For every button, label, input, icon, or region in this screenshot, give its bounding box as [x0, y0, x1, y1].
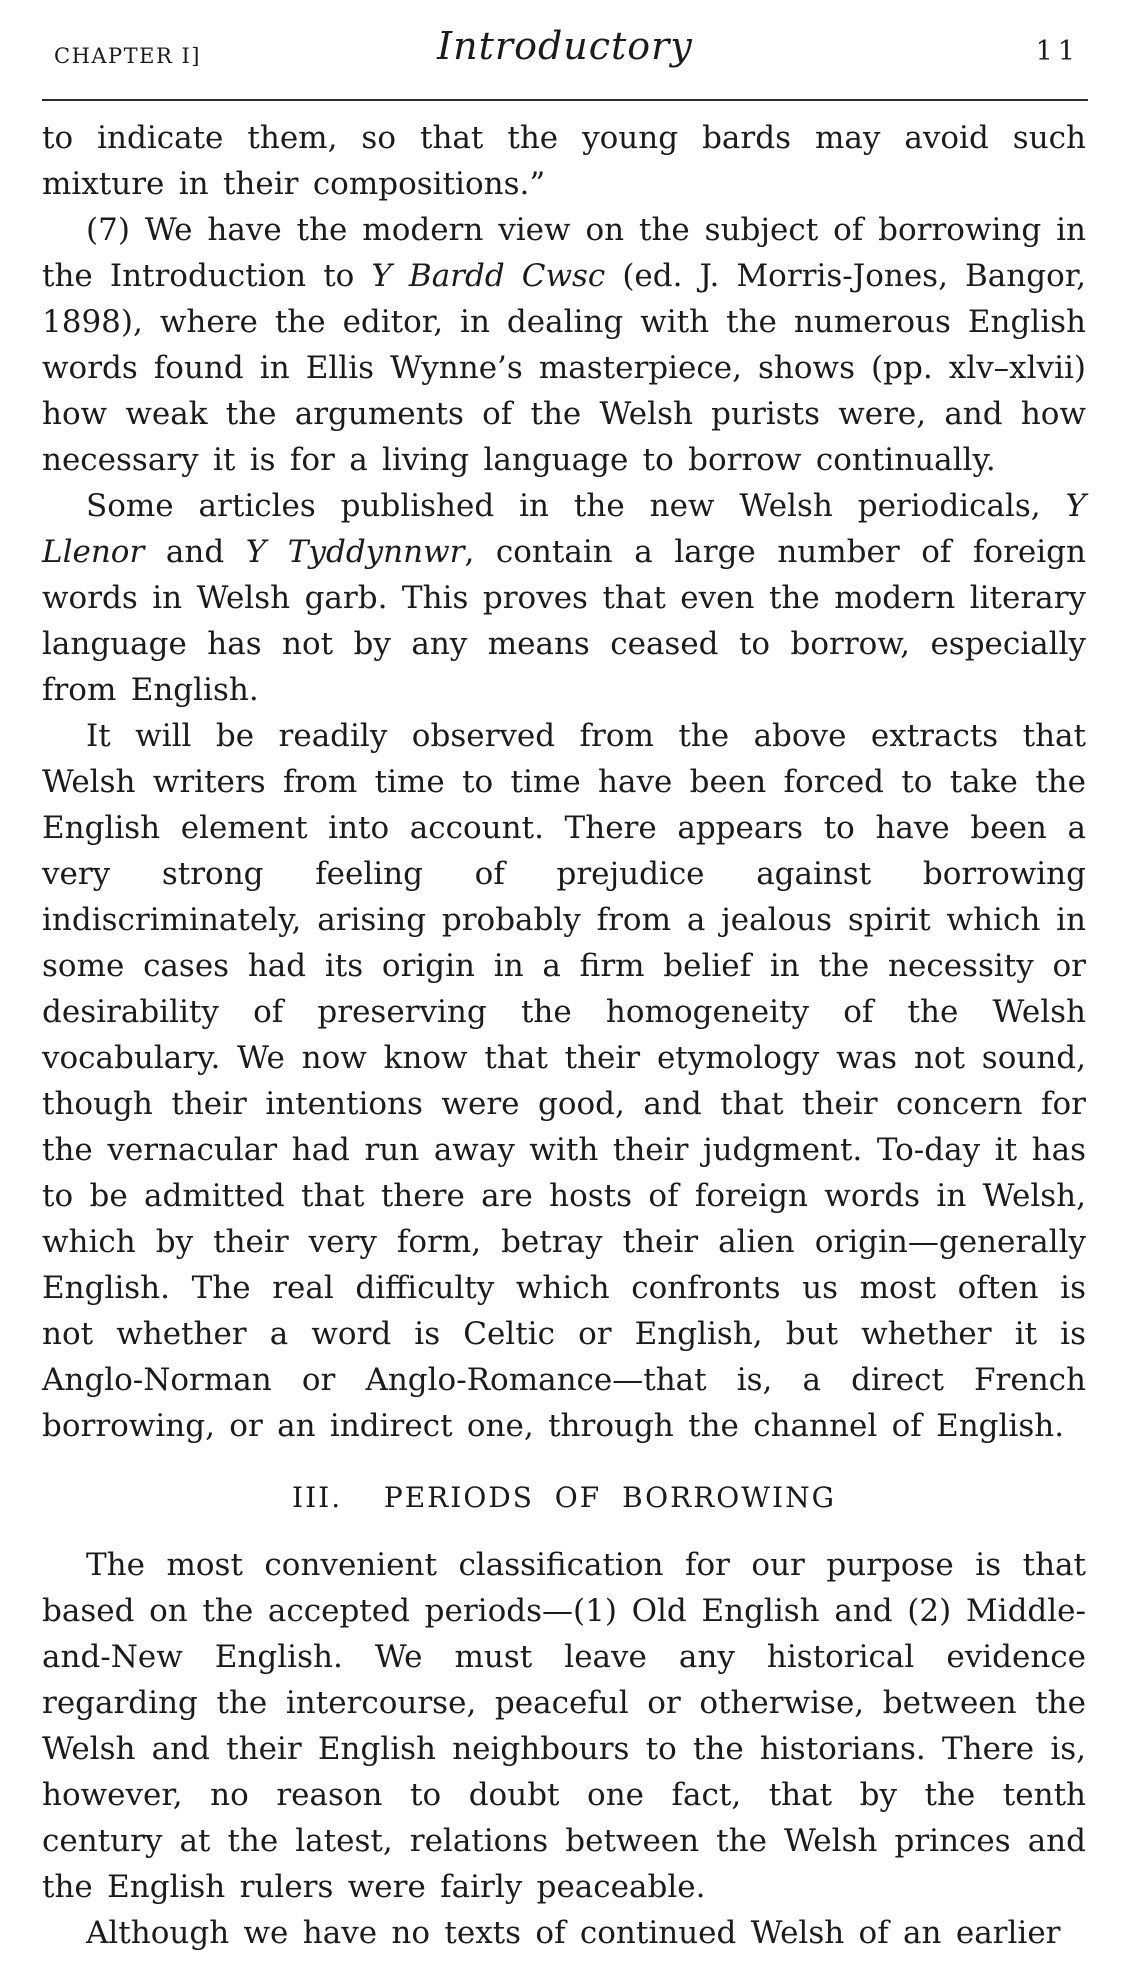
- chapter-label: CHAPTER I]: [54, 44, 201, 68]
- italic-text-run: Y Llenor: [42, 488, 1086, 570]
- paragraph-continuation: [42, 115, 1086, 207]
- paragraph-although: [42, 1910, 1086, 1956]
- text-run: (7) We have the modern view on the subject of borrowing in the Introduction to: [42, 212, 1086, 294]
- page-title: Introductory: [437, 24, 693, 68]
- italic-text-run: Y Tyddynnwr: [245, 534, 465, 570]
- text-run: The most convenient classification for our purpose is that based on the accepted periods—(1) Old English and (2) Middle-and-New English. We must leave any historical evidence regarding the intercourse, peaceful or otherwise, between the Welsh and their English neighbours to the historians. There is, however, no reason to doubt one fact, that by the tenth century at the latest, relations between the Welsh princes and the English rulers were fairly peaceable.: [42, 1547, 1086, 1905]
- text-run: Some articles published in the new Welsh periodicals,: [86, 488, 1066, 524]
- text-run: (ed. J. Morris-Jones, Bangor, 1898), where the editor, in dealing with the numerous English words found in Ellis Wynne’s masterpiece, shows (pp. xlv–xlvii) how weak the arguments of the Welsh purists were, and how necessary it is for a living language to borrow continually.: [42, 258, 1087, 478]
- italic-text-run: Y Bardd Cwsc: [371, 258, 606, 294]
- text-run: It will be readily observed from the above extracts that Welsh writers from time to time have been forced to take the English element into account. There appears to have been a very strong feeling of prejudice against borrowing indiscriminately, arising probably from a jealous spirit which in some cases had its origin in a firm belief in the necessity or desirability of preserving the homogeneity of the Welsh vocabulary. We now know that their etymology was not sound, though their intentions were good, and that their concern for the vernacular had run away with their judgment. To-day it has to be admitted that there are hosts of foreign words in Welsh, which by their very form, betray their alien origin—generally English. The real difficulty which confronts us most often is not whether a word is Celtic or English, but whether it is Anglo-Norman or Anglo-Romance—that is, a direct French borrowing, or an indirect one, through the channel of English.: [42, 718, 1086, 1444]
- text-run: and: [144, 534, 246, 570]
- body-text: [42, 101, 1086, 1956]
- paragraph-prejudice: [42, 713, 1086, 1449]
- text-run: Although we have no texts of continued Welsh of an earlier: [86, 1915, 1061, 1951]
- section-heading: III. PERIODS OF BORROWING: [292, 1481, 836, 1514]
- paragraph-classification: [42, 1542, 1086, 1910]
- text-run: , contain a large number of foreign words in Welsh garb. This proves that even the modern literary language has not by any means ceased to borrow, especially from English.: [42, 534, 1086, 708]
- page-number: 11: [1035, 36, 1080, 67]
- paragraph-periodicals: [42, 483, 1086, 713]
- page-header: [42, 0, 1088, 101]
- paragraph-modern-view: [42, 207, 1086, 483]
- text-run: to indicate them, so that the young bards may avoid such mixture in their compositions.”: [42, 120, 1086, 202]
